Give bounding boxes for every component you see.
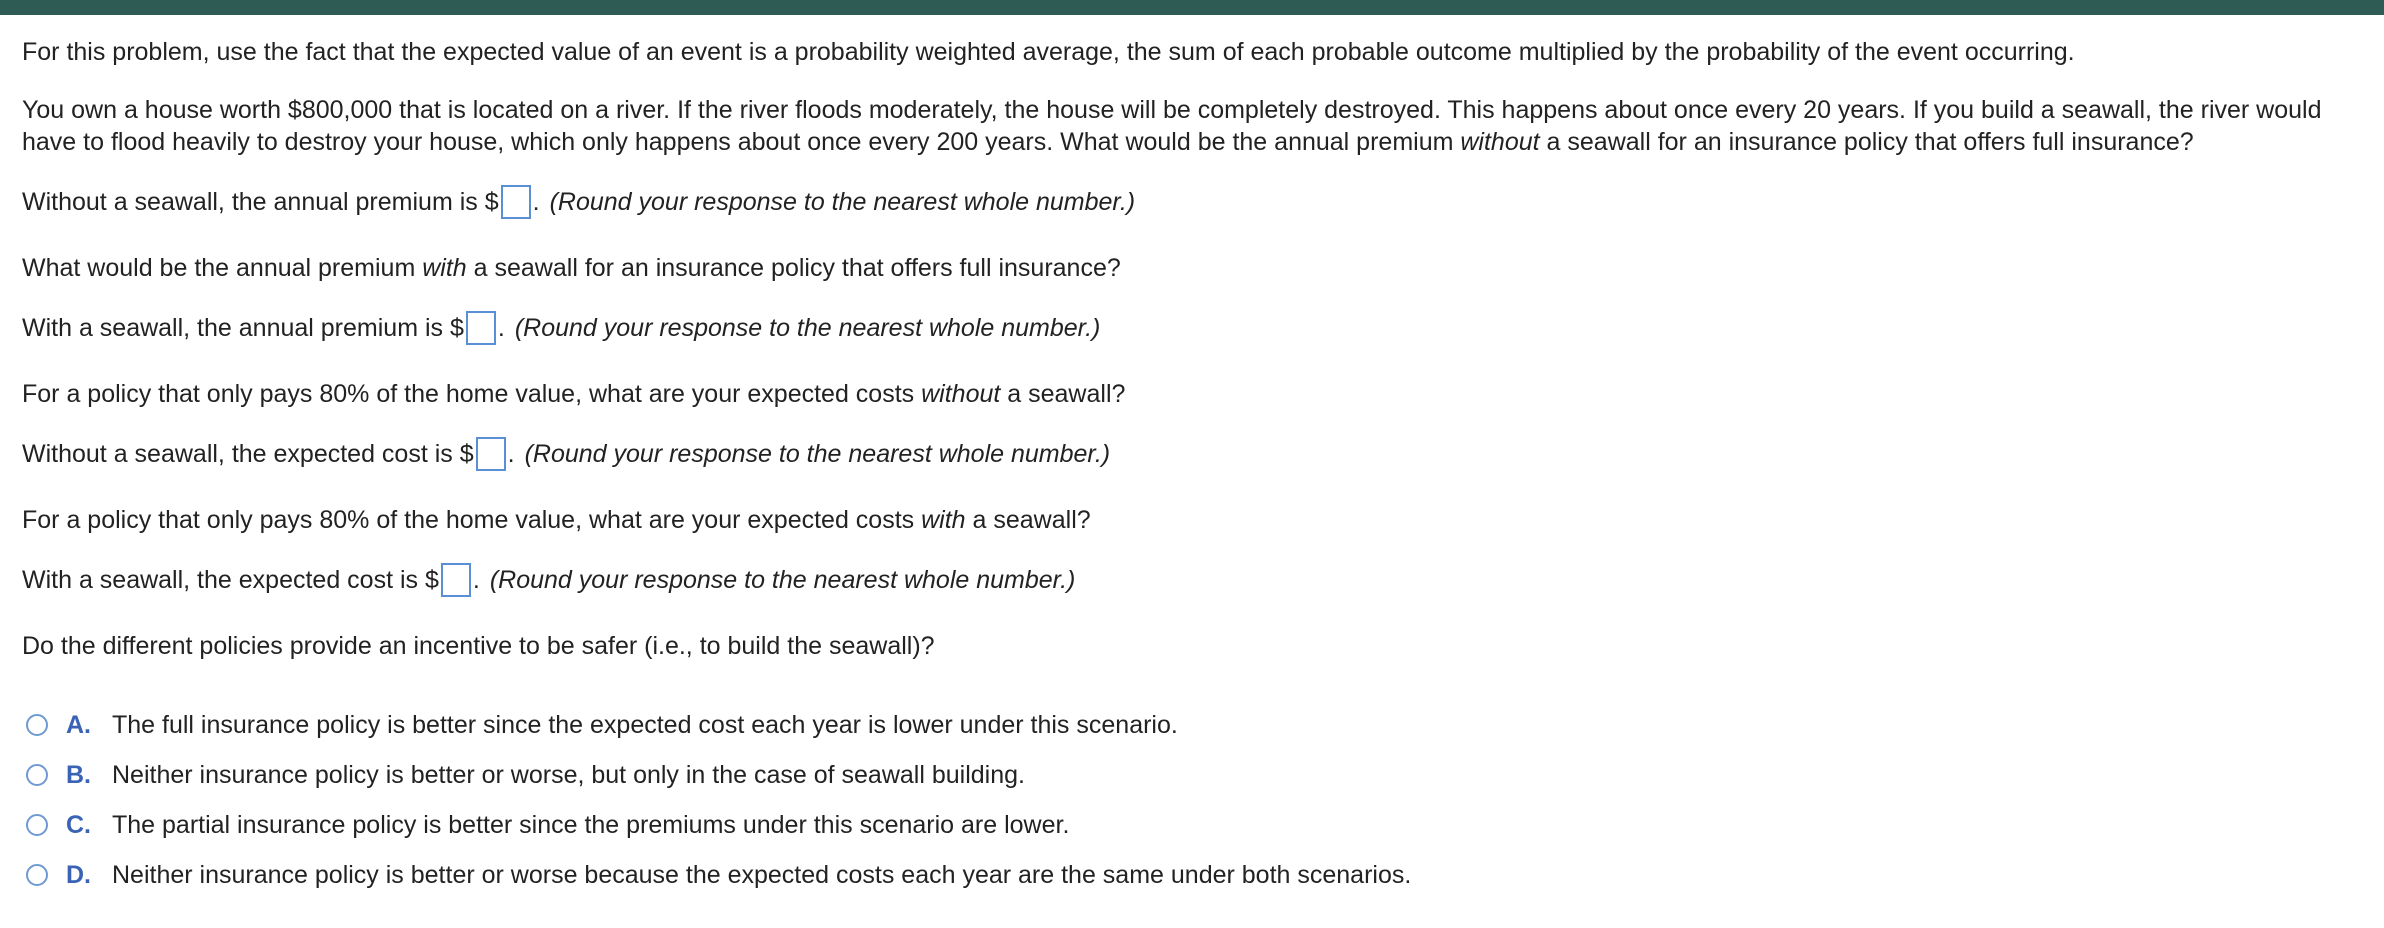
- question-cost-with: [22, 504, 2372, 536]
- choice-text: The full insurance policy is better since the expected cost each year is lower under this scenario.: [112, 711, 1178, 739]
- premium-without-seawall-input[interactable]: [501, 185, 531, 219]
- rounding-hint: (Round your response to the nearest whole number.): [549, 188, 1136, 216]
- answer-prefix: Without a seawall, the expected cost is $: [22, 440, 474, 468]
- radio-button-icon[interactable]: [26, 814, 48, 836]
- question-emphasis: with: [921, 506, 966, 534]
- answer-line-cost-with: [22, 562, 2372, 598]
- answer-suffix: .: [472, 566, 480, 594]
- choice-text: Neither insurance policy is better or worse because the expected costs each year are the same under both scenarios.: [112, 861, 1412, 889]
- question-part2: a seawall for an insurance policy that offers full insurance?: [466, 254, 1121, 282]
- choice-c[interactable]: [22, 800, 2372, 850]
- choice-a[interactable]: [22, 700, 2372, 750]
- answer-prefix: With a seawall, the annual premium is $: [22, 314, 464, 342]
- question-part1: For a policy that only pays 80% of the home value, what are your expected costs: [22, 380, 922, 408]
- cost-with-seawall-input[interactable]: [441, 563, 471, 597]
- answer-suffix: .: [532, 188, 540, 216]
- choice-list: [22, 700, 2372, 900]
- intro-text: For this problem, use the fact that the expected value of an event is a probability weighted average, the sum of each probable outcome multiplied by the probability of the event occurring.: [22, 38, 2075, 66]
- scenario-text: [22, 94, 2372, 158]
- choice-text: Neither insurance policy is better or worse, but only in the case of seawall building.: [112, 761, 1025, 789]
- scenario-part1: You own a house worth $800,000 that is located on a river. If the river floods moderately, the house will be completely destroyed. This happens about once every 20 years. If you build a seawall, the river would have to flood heavily to destroy your house, which only happens about once every 200 years. What would be the annual premium: [22, 96, 2322, 156]
- choice-letter: A.: [66, 711, 91, 739]
- choice-b[interactable]: [22, 750, 2372, 800]
- radio-button-icon[interactable]: [26, 864, 48, 886]
- answer-prefix: With a seawall, the expected cost is $: [22, 566, 439, 594]
- premium-with-seawall-input[interactable]: [466, 311, 496, 345]
- answer-line-premium-with: [22, 310, 2372, 346]
- cost-without-seawall-input[interactable]: [476, 437, 506, 471]
- question-content: [22, 36, 2372, 900]
- rounding-hint: (Round your response to the nearest whole number.): [524, 440, 1111, 468]
- answer-prefix: Without a seawall, the annual premium is $: [22, 188, 499, 216]
- question-part2: a seawall?: [965, 506, 1091, 534]
- question-part1: For a policy that only pays 80% of the home value, what are your expected costs: [22, 506, 922, 534]
- choice-text: The partial insurance policy is better since the premiums under this scenario are lower.: [112, 811, 1070, 839]
- rounding-hint: (Round your response to the nearest whole number.): [489, 566, 1076, 594]
- question-emphasis: with: [422, 254, 467, 282]
- answer-suffix: .: [507, 440, 515, 468]
- question-emphasis: without: [921, 380, 1001, 408]
- scenario-part2: a seawall for an insurance policy that offers full insurance?: [1539, 128, 2194, 156]
- top-bar: [0, 0, 2384, 15]
- answer-line-cost-without: [22, 436, 2372, 472]
- radio-button-icon[interactable]: [26, 764, 48, 786]
- question-premium-with: [22, 252, 2372, 284]
- choice-letter: D.: [66, 861, 91, 889]
- question-cost-without: [22, 378, 2372, 410]
- answer-line-premium-without: [22, 184, 2372, 220]
- choice-letter: C.: [66, 811, 91, 839]
- answer-suffix: .: [497, 314, 505, 342]
- radio-button-icon[interactable]: [26, 714, 48, 736]
- choice-d[interactable]: [22, 850, 2372, 900]
- choice-letter: B.: [66, 761, 91, 789]
- rounding-hint: (Round your response to the nearest whole number.): [514, 314, 1101, 342]
- question-part2: a seawall?: [1000, 380, 1126, 408]
- question-incentive: Do the different policies provide an incentive to be safer (i.e., to build the seawall)?: [22, 632, 935, 660]
- scenario-emphasis: without: [1460, 128, 1540, 156]
- question-part1: What would be the annual premium: [22, 254, 423, 282]
